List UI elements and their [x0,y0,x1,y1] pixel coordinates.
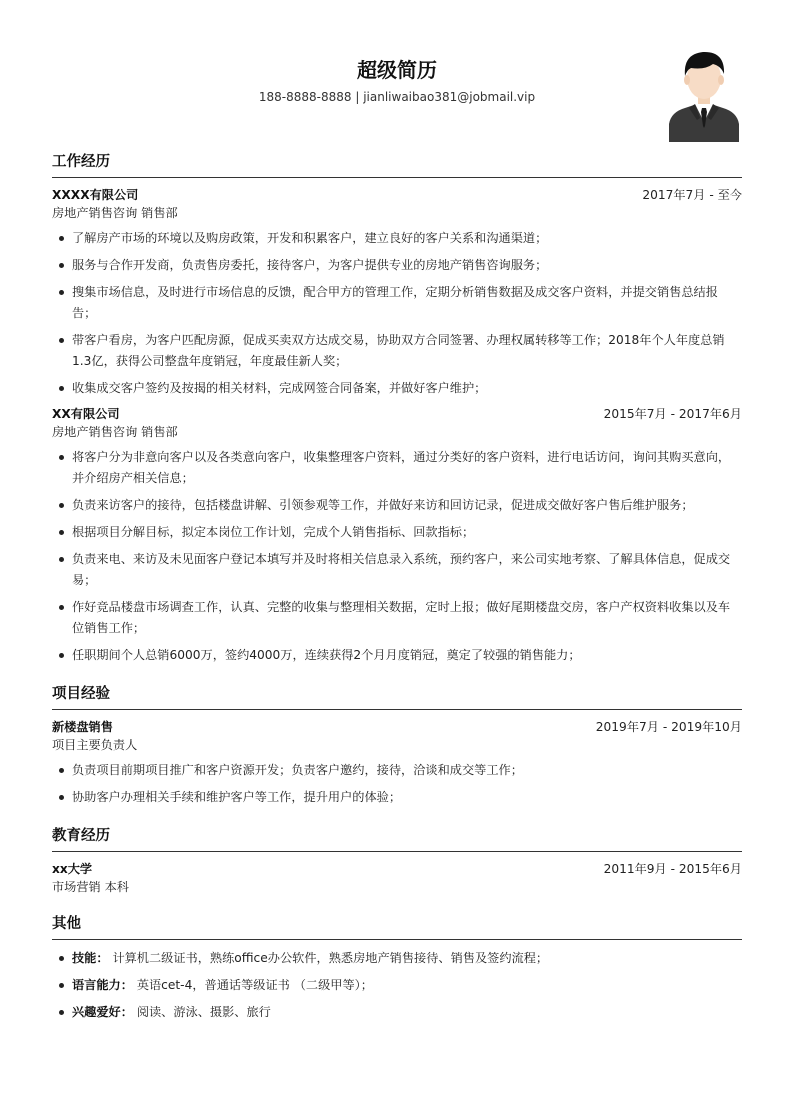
duty-item: 带客户看房，为客户匹配房源，促成买卖双方达成交易，协助双方合同签署、办理权属转移等工作；2018年个人年度总销1.3亿，获得公司整盘年度销冠，年度最佳新人奖； [52,330,742,372]
major-degree: 市场营销 本科 [52,880,129,894]
duty-item: 根据项目分解目标，拟定本岗位工作计划，完成个人销售指标、回款指标； [52,522,742,543]
other-list [52,948,742,1023]
project-entry [52,718,742,808]
candidate-name: 超级简历 [357,58,437,82]
other-item-skills [52,948,742,969]
duty-item: 负责来电、来访及未见面客户登记本填写并及时将相关信息录入系统，预约客户，来公司实地考察、了解具体信息，促成交易； [52,549,742,591]
other-item-hobbies [52,1002,742,1023]
company-name: XXXX有限公司 [52,188,139,202]
duty-item: 服务与合作开发商，负责售房委托，接待客户，为客户提供专业的房地产销售咨询服务； [52,255,742,276]
project-name: 新楼盘销售 [52,720,113,734]
other-item-label: 兴趣爱好： [72,1005,133,1019]
entry-header [52,186,742,204]
other-item-value: 英语cet-4，普通话等级证书 （二级甲等）； [136,978,373,992]
duty-item: 任职期间个人总销6000万，签约4000万，连续获得2个月月度销冠，奠定了较强的销售能力； [52,645,742,666]
work-entry [52,186,742,399]
contact-separator: | [351,90,364,104]
entry-header [52,405,742,423]
education-section [52,824,742,896]
project-experience-section [52,682,742,808]
education-entry [52,860,742,896]
work-entry [52,405,742,666]
phone-number: 188-8888-8888 [258,90,352,104]
section-title-project: 项目经验 [52,682,742,710]
duty-list [52,228,742,399]
date-range: 2017年7月 - 至今 [642,188,742,202]
other-item-label: 语言能力： [72,978,133,992]
contact-line [52,90,742,104]
duty-item: 负责项目前期项目推广和客户资源开发；负责客户邀约，接待，洽谈和成交等工作； [52,760,742,781]
duty-list [52,447,742,666]
section-title-education: 教育经历 [52,824,742,852]
duty-item: 作好竞品楼盘市场调查工作，认真、完整的收集与整理相关数据，定时上报；做好尾期楼盘交房，客户产权资料收集以及车位销售工作； [52,597,742,639]
duty-item: 搜集市场信息，及时进行市场信息的反馈，配合甲方的管理工作，定期分析销售数据及成交客户资料，并提交销售总结报告； [52,282,742,324]
entry-header [52,860,742,878]
project-role: 项目主要负责人 [52,738,138,752]
job-role: 房地产销售咨询 销售部 [52,206,178,220]
duty-item: 协助客户办理相关手续和维护客户等工作，提升用户的体验； [52,787,742,808]
duty-item: 了解房产市场的环境以及购房政策，开发和积累客户，建立良好的客户关系和沟通渠道； [52,228,742,249]
section-title-other: 其他 [52,912,742,940]
duty-list [52,760,742,808]
work-experience-section [52,150,742,666]
duty-item: 收集成交客户签约及按揭的相关材料，完成网签合同备案，并做好客户维护； [52,378,742,399]
company-name: XX有限公司 [52,407,120,421]
resume-header [52,0,742,150]
other-item-label: 技能： [72,951,109,965]
person-avatar-icon [667,46,741,142]
school-name: xx大学 [52,862,93,876]
other-item-value: 阅读、游泳、摄影、旅行 [136,1005,271,1019]
date-range: 2015年7月 - 2017年6月 [603,407,742,421]
duty-item: 将客户分为非意向客户以及各类意向客户，收集整理客户资料，通过分类好的客户资料，进行电话访问，询问其购买意向，并介绍房产相关信息； [52,447,742,489]
section-title-work: 工作经历 [52,150,742,178]
duty-item: 负责来访客户的接待，包括楼盘讲解、引领参观等工作，并做好来访和回访记录，促进成交做好客户售后维护服务； [52,495,742,516]
other-item-value: 计算机二级证书，熟练office办公软件，熟悉房地产销售接待、销售及签约流程； [112,951,549,965]
other-section [52,912,742,1023]
entry-header [52,718,742,736]
job-role: 房地产销售咨询 销售部 [52,425,178,439]
email-address: jianliwaibao381@jobmail.vip [363,90,536,104]
resume-page [52,0,742,1107]
other-item-language [52,975,742,996]
date-range: 2011年9月 - 2015年6月 [603,862,742,876]
date-range: 2019年7月 - 2019年10月 [595,720,742,734]
